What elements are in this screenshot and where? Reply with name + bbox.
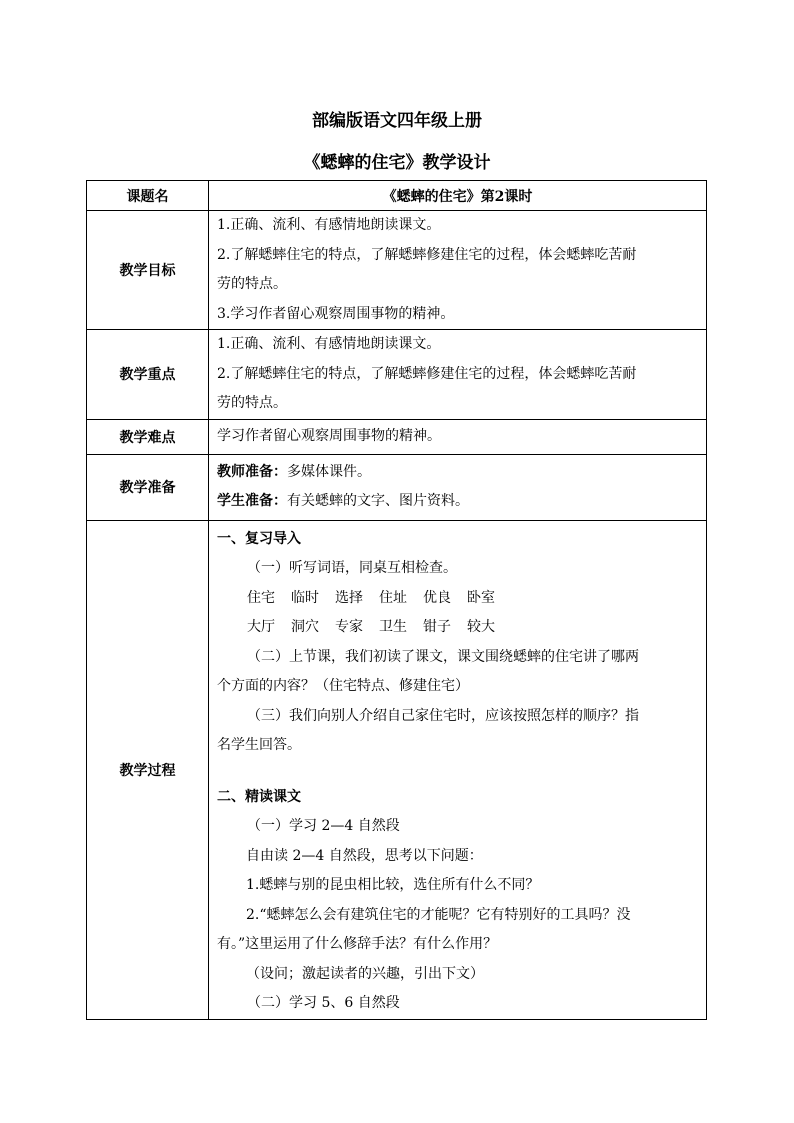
process-line: （一）学习 2—4 自然段 <box>247 818 400 834</box>
teacher-prep-label: 教师准备： <box>217 463 287 480</box>
focus-label: 教学重点 <box>87 330 209 420</box>
document-title: 部编版语文四年级上册 <box>312 111 482 131</box>
focus-line: 2.了解蟋蟀住宅的特点，了解蟋蟀修建住宅的过程，体会蟋蟀吃苦耐 <box>217 365 637 382</box>
preparation-content <box>209 454 707 520</box>
difficulty-content <box>209 419 707 454</box>
goals-content <box>209 211 707 330</box>
process-line: （设问；激起读者的兴趣，引出下文） <box>246 965 484 982</box>
spacer <box>209 761 706 783</box>
word: 专家 <box>335 619 363 635</box>
process-line: （二）上节课，我们初读了课文，课文围绕蟋蟀的住宅讲了哪两 <box>247 648 639 665</box>
word: 临时 <box>291 589 319 606</box>
table-row <box>87 520 707 1019</box>
difficulty-text: 学习作者留心观察周围事物的精神。 <box>217 427 441 444</box>
topic-label: 课题名 <box>87 181 209 211</box>
word: 选择 <box>335 589 363 606</box>
process-line: 2.“蟋蟀怎么会有建筑住宅的才能呢？它有特别好的工具吗？没 <box>246 906 631 923</box>
goal-line: 1.正确、流利、有感情地朗读课文。 <box>217 217 441 233</box>
preparation-label: 教学准备 <box>87 454 209 520</box>
process-label: 教学过程 <box>87 520 209 1019</box>
process-line: （三）我们向别人介绍自己家住宅时，应该按照怎样的顺序？指 <box>247 707 639 724</box>
process-line: 有。”这里运用了什么修辞手法？有什么作用？ <box>217 936 498 952</box>
student-prep-text: 有关蟋蟀的文字、图片资料。 <box>287 493 469 509</box>
focus-line: 劳的特点。 <box>217 395 287 411</box>
process-line: 自由读 2—4 自然段，思考以下问题： <box>246 847 483 864</box>
student-prep-label: 学生准备： <box>217 493 287 509</box>
word: 卧室 <box>467 589 495 606</box>
word: 住宅 <box>247 589 275 606</box>
focus-line: 1.正确、流利、有感情地朗读课文。 <box>217 336 441 352</box>
section-heading: 二、精读课文 <box>217 788 301 805</box>
process-content <box>209 520 707 1019</box>
word-list <box>209 584 706 614</box>
difficulty-label: 教学难点 <box>87 419 209 454</box>
process-line: （一）听写词语，同桌互相检查。 <box>247 560 457 576</box>
table-row <box>87 454 707 520</box>
process-line: （二）学习 5、6 自然段 <box>247 995 400 1011</box>
topic-value: 《蟋蟀的住宅》第2课时 <box>209 181 707 211</box>
document-subtitle: 《蟋蟀的住宅》教学设计 <box>303 153 491 173</box>
word: 住址 <box>379 589 407 606</box>
section-heading: 一、复习导入 <box>217 530 301 547</box>
process-line: 名学生回答。 <box>217 737 301 753</box>
goal-line: 劳的特点。 <box>217 276 287 292</box>
goal-line: 3.学习作者留心观察周围事物的精神。 <box>217 305 455 322</box>
word: 较大 <box>467 619 495 635</box>
word: 卫生 <box>379 619 407 635</box>
word: 洞穴 <box>291 619 319 635</box>
focus-content <box>209 330 707 420</box>
lesson-plan-table <box>86 180 707 1020</box>
teacher-prep-text: 多媒体课件。 <box>287 463 371 480</box>
teacher-prep <box>209 458 706 488</box>
table-row <box>87 419 707 454</box>
word: 优良 <box>423 589 451 606</box>
goal-line: 2.了解蟋蟀住宅的特点，了解蟋蟀修建住宅的过程，体会蟋蟀吃苦耐 <box>217 246 637 263</box>
table-row <box>87 181 707 211</box>
process-line: 个方面的内容？（住宅特点、修建住宅） <box>217 678 469 694</box>
table-row <box>87 211 707 330</box>
word: 大厅 <box>247 619 275 635</box>
word: 钳子 <box>423 619 451 635</box>
word-list <box>209 613 706 643</box>
goals-label: 教学目标 <box>87 211 209 330</box>
student-prep <box>209 487 706 517</box>
process-line: 1.蟋蟀与别的昆虫相比较，选住所有什么不同？ <box>246 877 540 893</box>
table-row <box>87 330 707 420</box>
